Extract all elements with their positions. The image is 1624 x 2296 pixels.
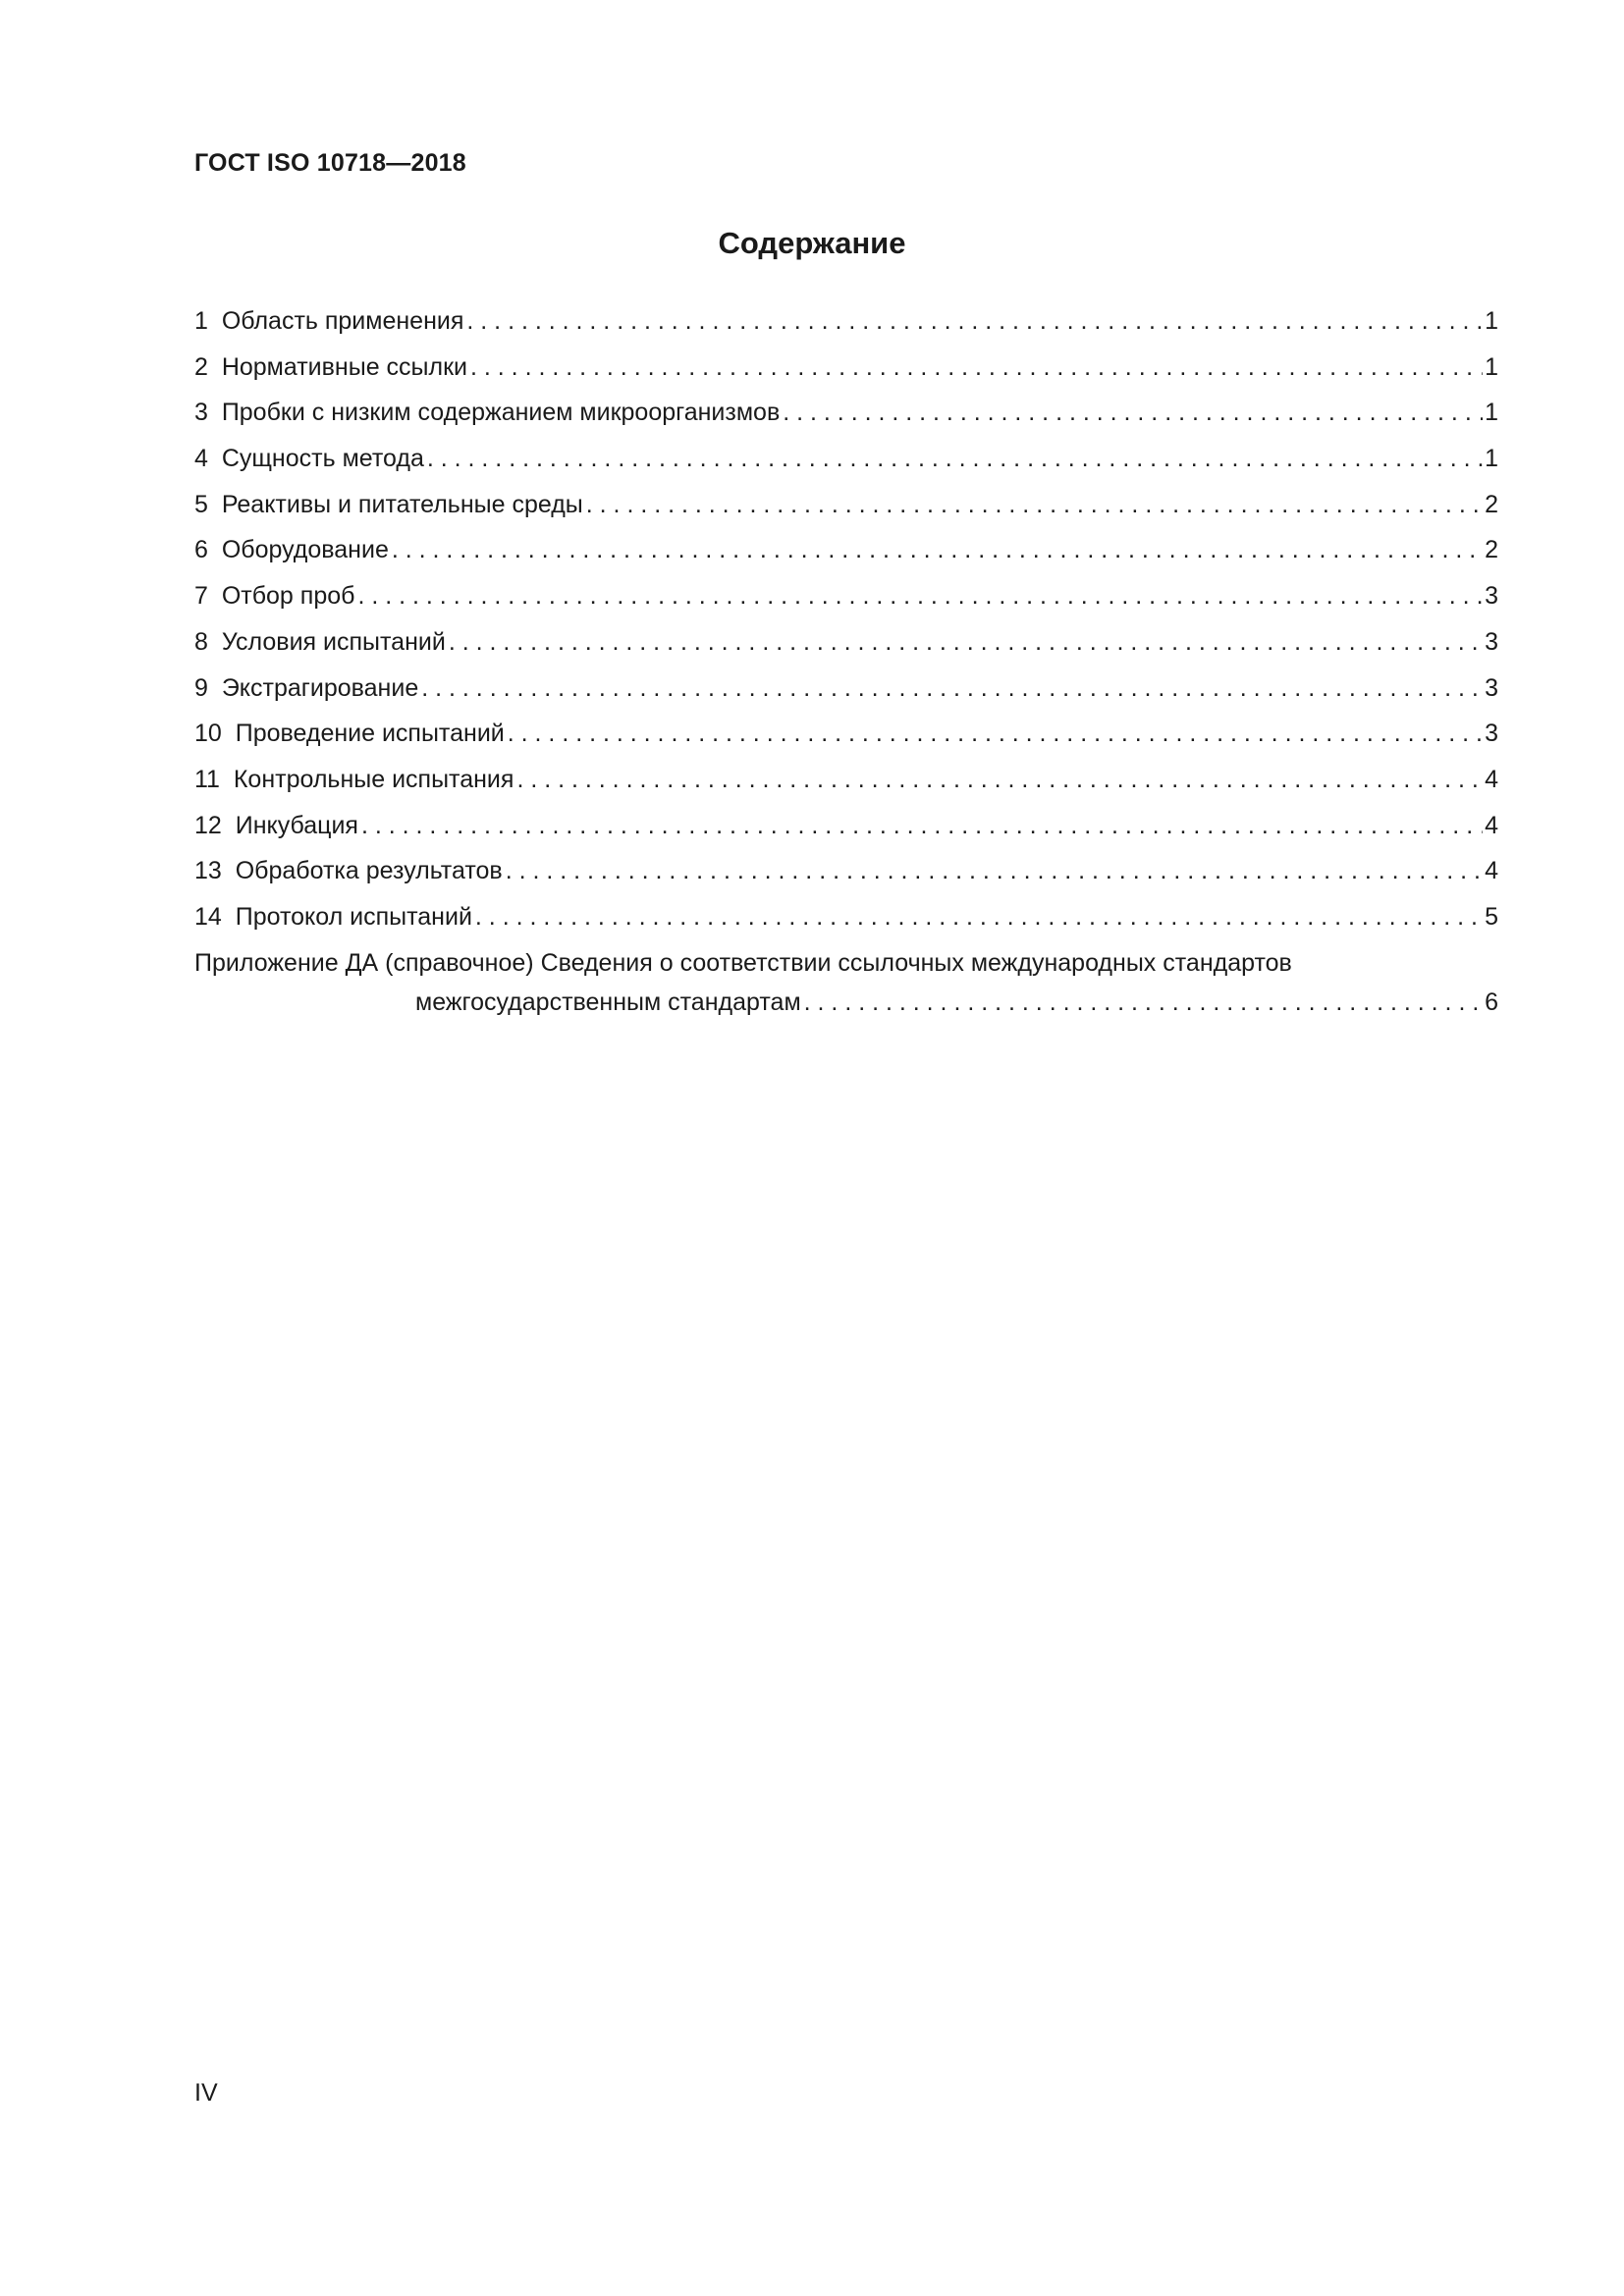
- toc-entry-label: Оборудование: [221, 536, 389, 564]
- toc-entry-number: 10: [194, 720, 222, 748]
- dot-leader: [357, 573, 1483, 619]
- dot-leader: [421, 666, 1483, 712]
- toc-entry-page: 4: [1485, 857, 1498, 885]
- toc-entry-5[interactable]: [194, 482, 1498, 528]
- toc-entry-number: 4: [194, 445, 208, 473]
- toc-entry-6[interactable]: [194, 527, 1498, 573]
- dot-leader: [586, 482, 1483, 528]
- toc-entry-2[interactable]: [194, 345, 1498, 391]
- dot-leader: [470, 345, 1483, 391]
- toc-entry-label: Контрольные испытания: [233, 765, 514, 793]
- dot-leader: [466, 298, 1483, 345]
- dot-leader: [475, 894, 1483, 940]
- toc-entry-number: 6: [194, 536, 208, 564]
- toc-entry-label: Инкубация: [235, 811, 358, 839]
- toc-entry-label: Область применения: [221, 307, 464, 335]
- toc-entry-number: 1: [194, 307, 208, 335]
- toc-entry-label: Проведение испытаний: [235, 720, 505, 748]
- toc-entry-page: 1: [1485, 445, 1498, 473]
- toc-entry-page: 5: [1485, 902, 1498, 931]
- annex-title-line2: межгосударственным стандартам: [415, 988, 801, 1016]
- dot-leader: [392, 527, 1483, 573]
- toc-entry-label: Отбор проб: [221, 582, 355, 611]
- toc-entry-label: Протокол испытаний: [235, 902, 472, 931]
- toc-entry-number: 2: [194, 352, 208, 381]
- toc-entry-number: 14: [194, 902, 222, 931]
- toc-entry-13[interactable]: [194, 848, 1498, 894]
- toc-entry-label: Условия испытаний: [221, 627, 446, 656]
- toc-entry-9[interactable]: [194, 666, 1498, 712]
- table-of-contents: [194, 298, 1498, 1025]
- toc-entry-label: Реактивы и питательные среды: [221, 490, 583, 518]
- dot-leader: [427, 436, 1483, 482]
- toc-entry-page: 4: [1485, 765, 1498, 793]
- toc-entry-11[interactable]: [194, 757, 1498, 803]
- toc-entry-label: Экстрагирование: [221, 673, 419, 702]
- toc-title: Содержание: [718, 226, 906, 260]
- document-id: ГОСТ ISO 10718—2018: [194, 149, 466, 177]
- page-number: IV: [194, 2079, 218, 2107]
- toc-entry-page: 3: [1485, 627, 1498, 656]
- dot-leader: [361, 803, 1483, 849]
- toc-entry-label: Нормативные ссылки: [221, 352, 467, 381]
- toc-entry-page: 2: [1485, 536, 1498, 564]
- toc-entry-number: 5: [194, 490, 208, 518]
- toc-entry-page: 3: [1485, 673, 1498, 702]
- toc-entry-page: 1: [1485, 307, 1498, 335]
- toc-entry-page: 6: [1485, 988, 1498, 1016]
- toc-entry-1[interactable]: [194, 298, 1498, 345]
- dot-leader: [783, 390, 1483, 436]
- toc-entry-3[interactable]: [194, 390, 1498, 436]
- toc-entry-page: 1: [1485, 399, 1498, 427]
- toc-entry-page: 1: [1485, 352, 1498, 381]
- dot-leader: [506, 848, 1483, 894]
- toc-entry-annex[interactable]: [194, 940, 1498, 1026]
- dot-leader: [508, 711, 1483, 757]
- toc-entry-7[interactable]: [194, 573, 1498, 619]
- toc-entry-number: 12: [194, 811, 222, 839]
- toc-entry-14[interactable]: [194, 894, 1498, 940]
- toc-entry-label: Обработка результатов: [235, 857, 503, 885]
- toc-entry-page: 3: [1485, 720, 1498, 748]
- toc-entry-page: 3: [1485, 582, 1498, 611]
- annex-title-line1: Приложение ДА (справочное) Сведения о соответствии ссылочных международных стандартов: [194, 948, 1292, 977]
- dot-leader: [449, 619, 1483, 666]
- toc-entry-label: Сущность метода: [221, 445, 424, 473]
- toc-entry-page: 4: [1485, 811, 1498, 839]
- toc-entry-label: Пробки с низким содержанием микроорганизмов: [221, 399, 781, 427]
- toc-entry-12[interactable]: [194, 803, 1498, 849]
- dot-leader: [516, 757, 1483, 803]
- toc-entry-number: 3: [194, 399, 208, 427]
- dot-leader: [804, 980, 1483, 1026]
- toc-entry-8[interactable]: [194, 619, 1498, 666]
- toc-entry-page: 2: [1485, 490, 1498, 518]
- toc-entry-10[interactable]: [194, 711, 1498, 757]
- toc-entry-4[interactable]: [194, 436, 1498, 482]
- toc-entry-number: 7: [194, 582, 208, 611]
- toc-entry-number: 13: [194, 857, 222, 885]
- toc-entry-number: 11: [194, 765, 220, 793]
- toc-entry-number: 8: [194, 627, 208, 656]
- toc-entry-number: 9: [194, 673, 208, 702]
